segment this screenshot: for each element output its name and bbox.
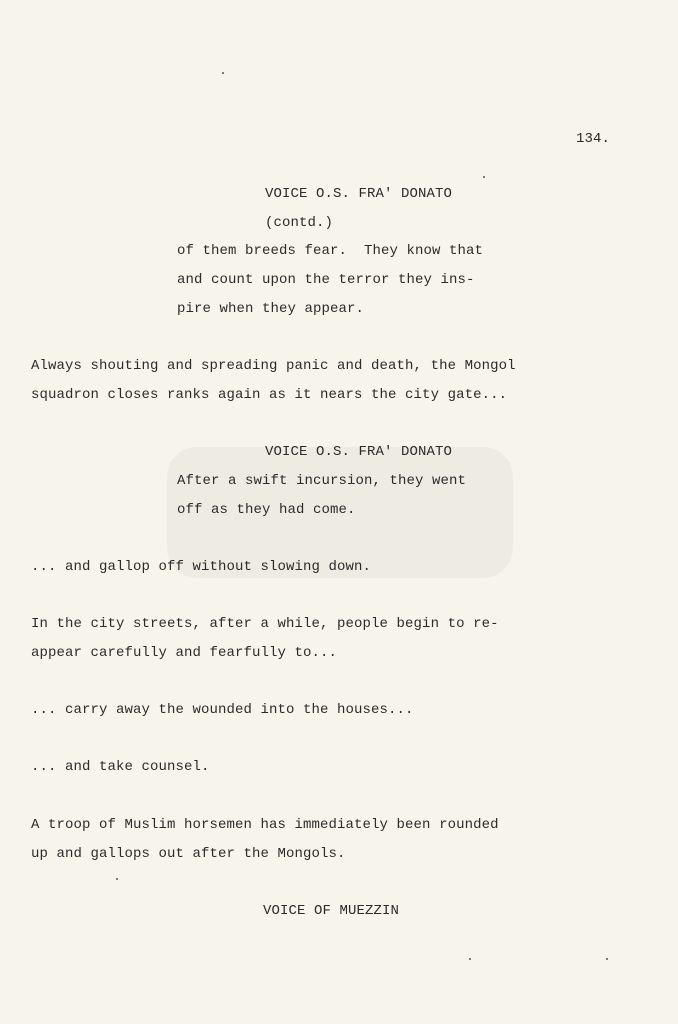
dialogue-line: After a swift incursion, they went — [177, 473, 467, 489]
dialogue-line: pire when they appear. — [177, 301, 365, 317]
paper-speck — [469, 958, 471, 960]
dialogue-line: of them breeds fear. They know that — [177, 243, 484, 259]
action-line: squadron closes ranks again as it nears the city gate... — [31, 387, 508, 403]
parenthetical: (contd.) — [265, 215, 334, 231]
dialogue-line: off as they had come. — [177, 502, 356, 518]
character-cue: VOICE OF MUEZZIN — [263, 903, 400, 919]
action-line: ... and take counsel. — [31, 759, 210, 775]
page-number: 134. — [576, 131, 611, 147]
paper-speck — [483, 176, 485, 178]
action-line: ... carry away the wounded into the houses... — [31, 702, 414, 718]
action-line: appear carefully and fearfully to... — [31, 645, 338, 661]
action-line: ... and gallop off without slowing down. — [31, 559, 372, 575]
character-cue: VOICE O.S. FRA' DONATO — [265, 186, 453, 202]
action-line: up and gallops out after the Mongols. — [31, 846, 346, 862]
paper-speck — [116, 878, 118, 880]
character-cue: VOICE O.S. FRA' DONATO — [265, 444, 453, 460]
action-line: In the city streets, after a while, people begin to re- — [31, 616, 499, 632]
paper-speck — [222, 72, 224, 74]
dialogue-line: and count upon the terror they ins- — [177, 272, 475, 288]
action-line: Always shouting and spreading panic and death, the Mongol — [31, 358, 516, 374]
paper-speck — [606, 958, 608, 960]
action-line: A troop of Muslim horsemen has immediately been rounded — [31, 817, 499, 833]
